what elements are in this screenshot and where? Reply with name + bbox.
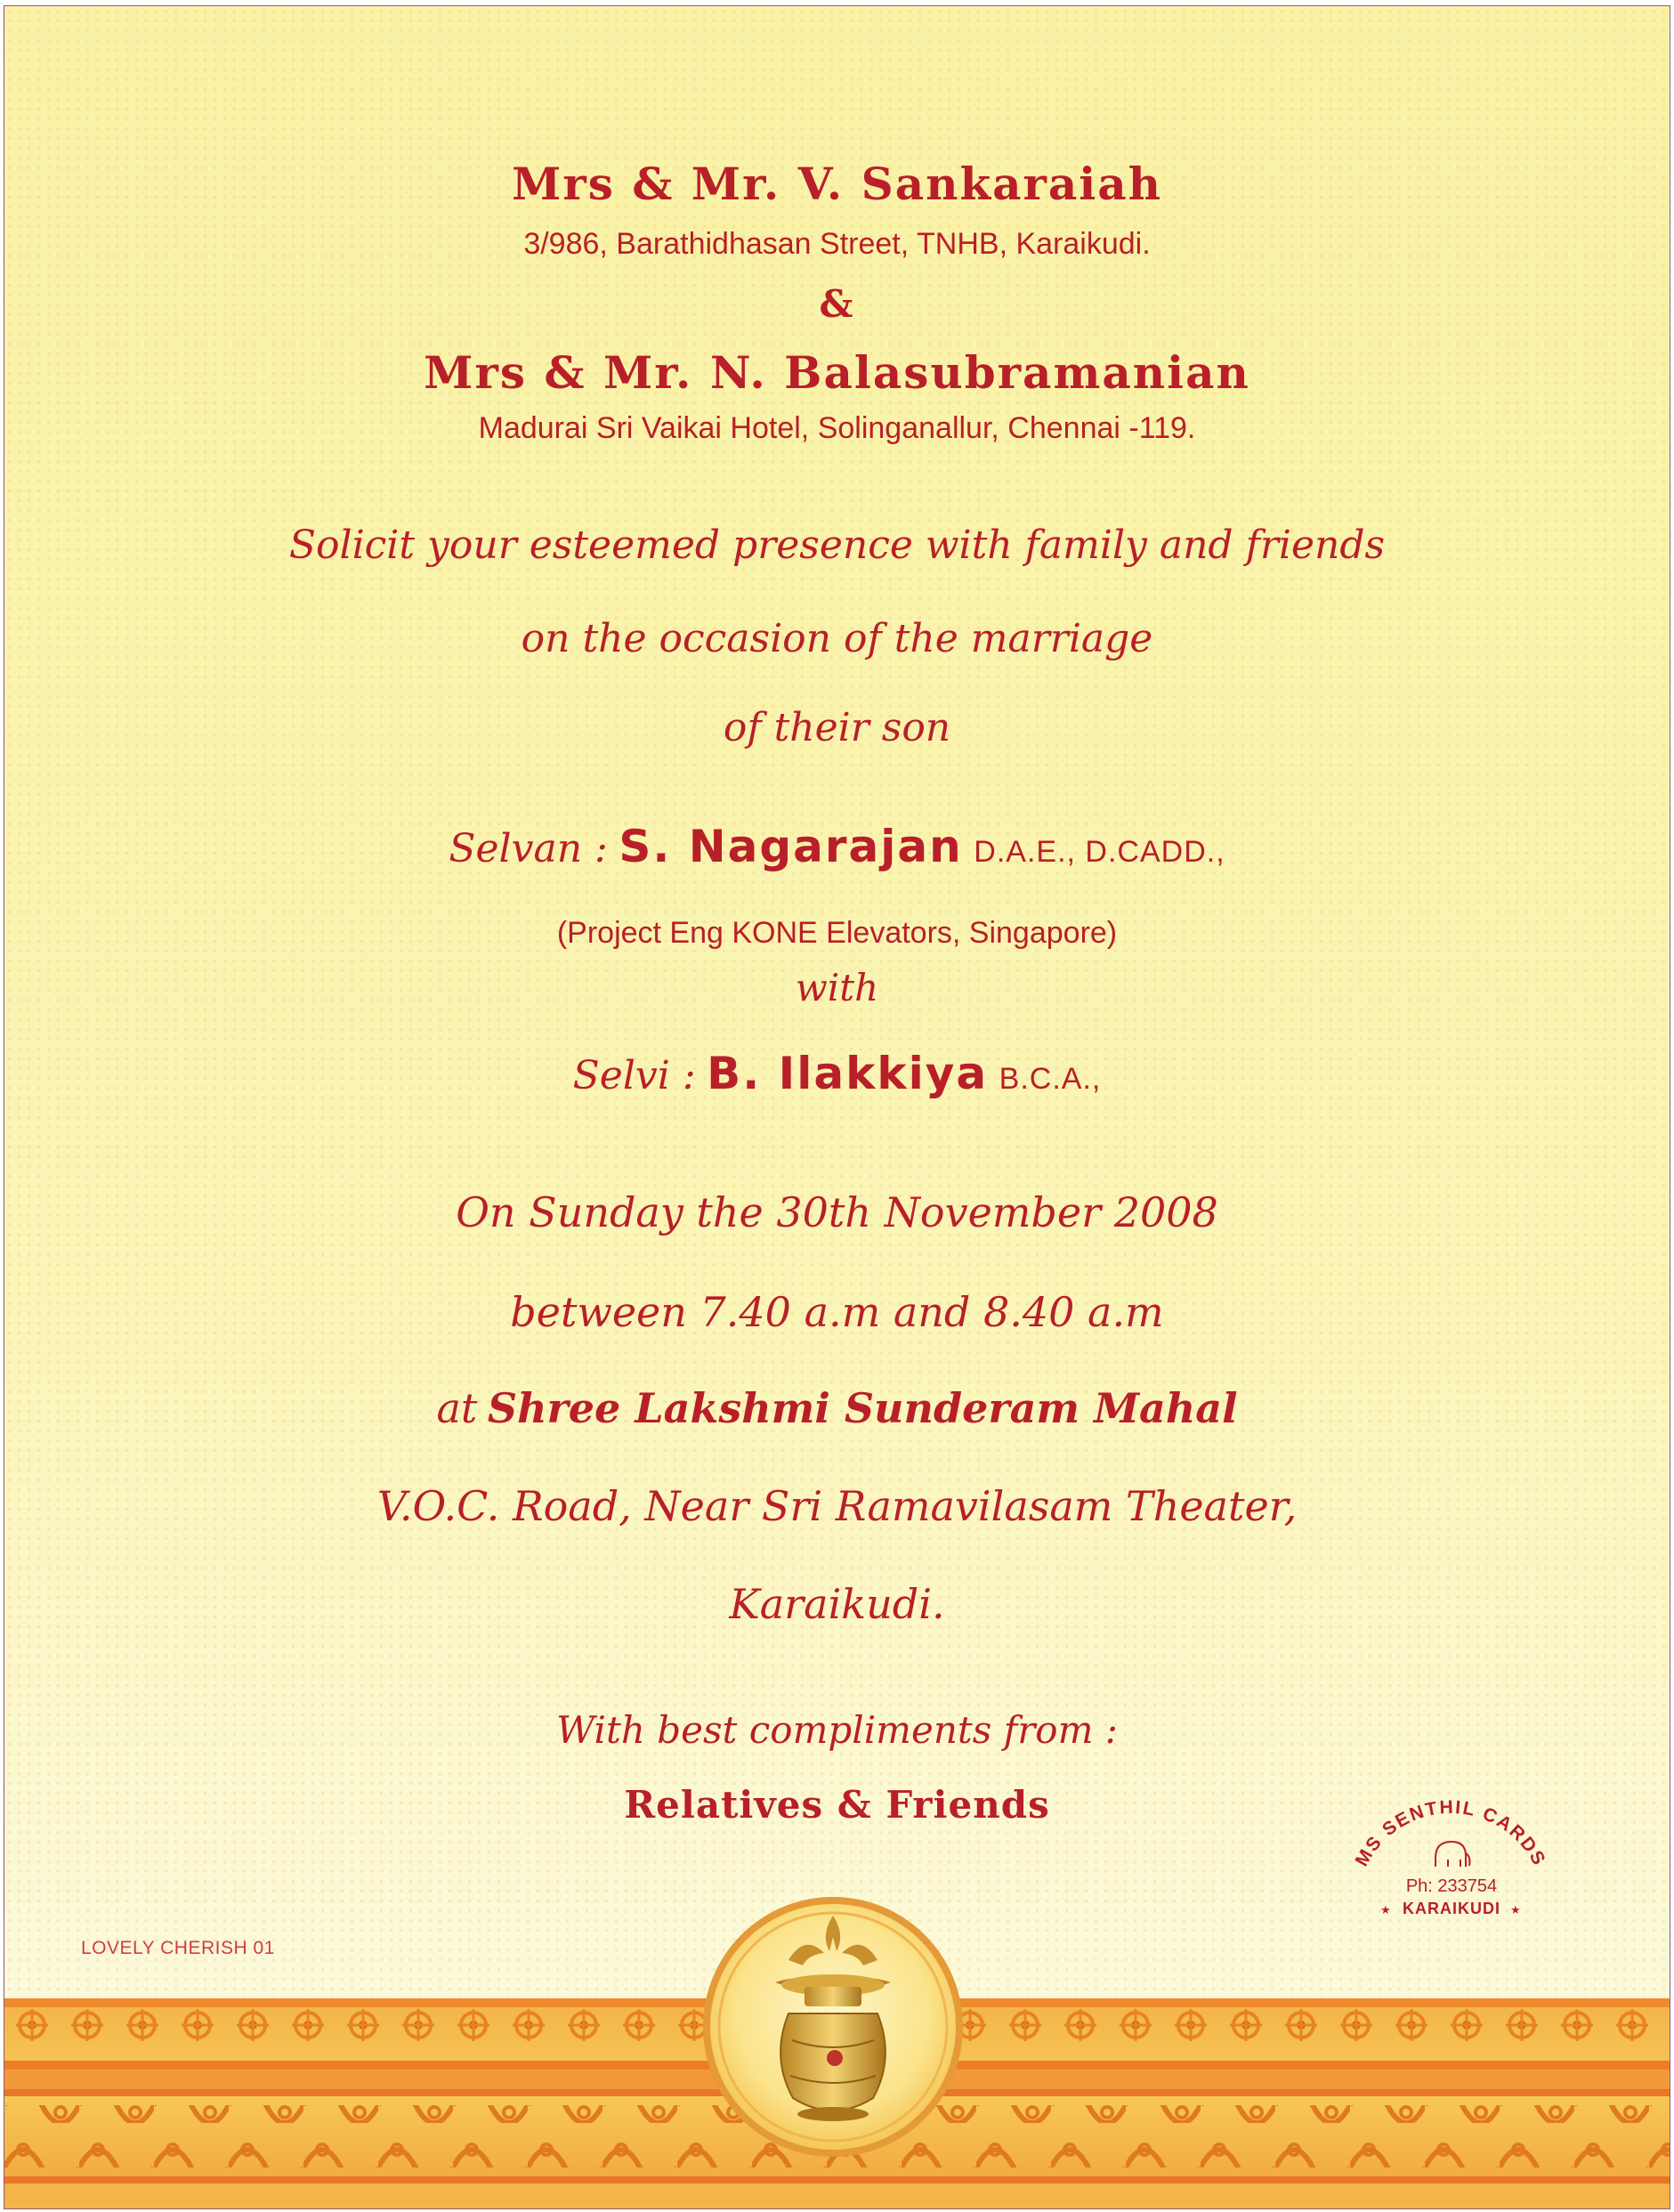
compliments-from: Relatives & Friends: [624, 1783, 1050, 1827]
event-time: between 7.40 a.m and 8.40 a.m: [510, 1288, 1164, 1336]
printer-stamp: [1339, 1773, 1562, 1924]
host-1-name: Mrs & Mr. V. Sankaraiah: [512, 158, 1162, 210]
bride-line: [4, 1048, 1670, 1099]
bride-prefix: Selvi :: [572, 1053, 696, 1098]
invitation-line-2: on the occasion of the marriage: [521, 616, 1153, 661]
venue-address: V.O.C. Road, Near Sri Ramavilasam Theater,: [376, 1482, 1298, 1530]
groom-prefix: Selvan :: [449, 826, 608, 871]
venue-city: Karaikudi.: [729, 1580, 945, 1628]
bride-name: B. Ilakkiya: [707, 1048, 989, 1099]
stamp-elephant-icon: [1435, 1842, 1470, 1867]
kalash-medallion: [700, 1862, 966, 2174]
host-2-address: Madurai Sri Vaikai Hotel, Solinganallur, Chennai -119.: [478, 411, 1196, 445]
svg-text:MS SENTHIL CARDS: [1352, 1797, 1550, 1870]
venue-name: Shree Lakshmi Sunderam Mahal: [487, 1384, 1238, 1432]
host-2-name: Mrs & Mr. N. Balasubramanian: [424, 346, 1250, 399]
stamp-phone: Ph: 233754: [1405, 1876, 1498, 1896]
ampersand: &: [819, 282, 855, 326]
card-code: LOVELY CHERISH 01: [81, 1938, 275, 1958]
stamp-name: MS SENTHIL CARDS: [1351, 1796, 1550, 1870]
host-1-address: 3/986, Barathidhasan Street, TNHB, Karaikudi.: [523, 227, 1151, 261]
invitation-line-1: Solicit your esteemed presence with family and friends: [288, 523, 1386, 568]
stamp-city: KARAIKUDI: [1403, 1900, 1500, 1917]
venue-prefix: at: [436, 1384, 478, 1432]
groom-occupation: (Project Eng KONE Elevators, Singapore): [556, 916, 1118, 950]
bride-qualification: B.C.A.,: [999, 1062, 1102, 1096]
groom-line: [4, 821, 1670, 872]
with-label: with: [795, 966, 879, 1009]
compliments-label: With best compliments from :: [556, 1708, 1118, 1752]
stamp-star-right-icon: ★: [1510, 1904, 1521, 1917]
event-date: On Sunday the 30th November 2008: [456, 1188, 1218, 1236]
groom-name: S. Nagarajan: [619, 821, 963, 872]
stamp-star-left-icon: ★: [1380, 1904, 1391, 1917]
invitation-card: [4, 5, 1670, 2209]
groom-qualification: D.A.E., D.CADD.,: [974, 835, 1225, 869]
invitation-line-3: of their son: [723, 705, 951, 750]
venue-line: [4, 1384, 1670, 1432]
